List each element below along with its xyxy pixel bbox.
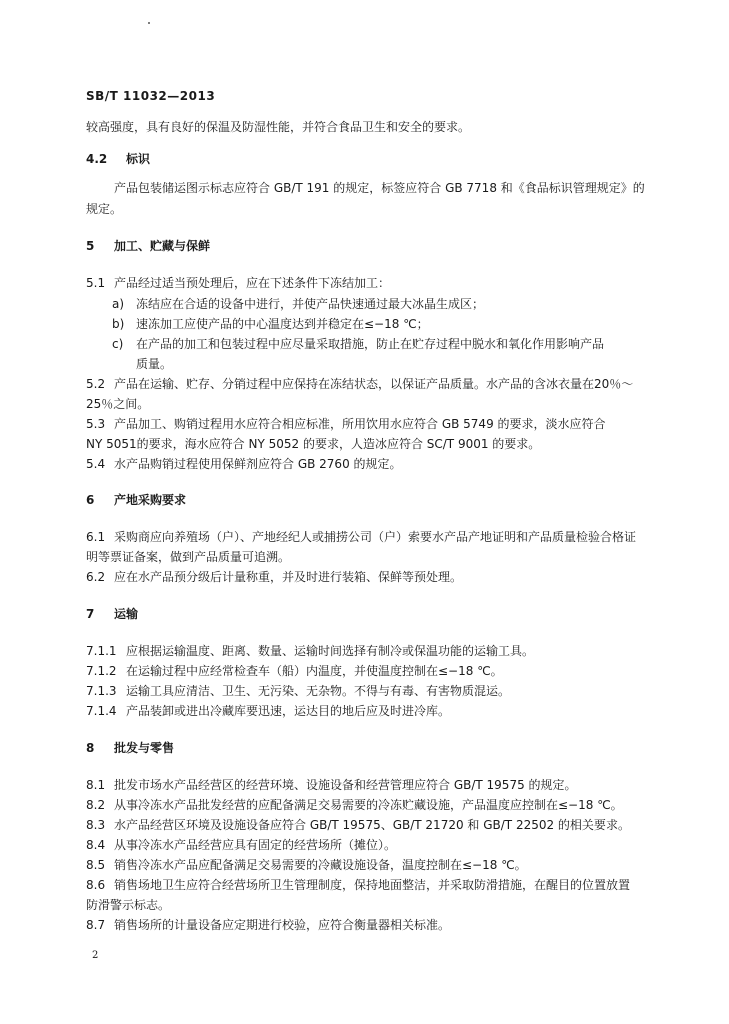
clause-number: 8.5 [86, 858, 106, 872]
section-5-heading [86, 238, 658, 254]
clause-number: 6.1 [86, 530, 106, 544]
clause-text: 水产品经营区环境及设施设备应符合 GB/T 19575、GB/T 21720 和 GB/T 22502 的相关要求。 [114, 818, 630, 832]
clause-7-1-2 [86, 663, 658, 679]
clause-text: 销售场地卫生应符合经营场所卫生管理制度，保持地面整洁，并采取防滑措施，在醒目的位置放置 [114, 878, 631, 892]
clause-5-1 [86, 275, 658, 291]
section-title: 标识 [126, 152, 151, 166]
clause-6-2 [86, 569, 658, 585]
clause-text: 应在水产品预分级后计量称重，并及时进行装箱、保鲜等预处理。 [114, 570, 463, 584]
section-number: 5 [86, 239, 95, 253]
section-title: 运输 [114, 607, 139, 621]
clause-text: 从事冷冻水产品经营应具有固定的经营场所（摊位）。 [114, 838, 397, 852]
clause-8-7 [86, 917, 658, 933]
clause-number: 7.1.3 [86, 684, 117, 698]
clause-text: 产品在运输、贮存、分销过程中应保持在冻结状态，以保证产品质量。水产品的含冰衣量在20％～ [114, 377, 634, 391]
clause-continuation: 防滑警示标志。 [86, 898, 171, 912]
clause-number: 5.1 [86, 276, 106, 290]
clause-8-5 [86, 857, 658, 873]
clause-text: 采购商应向养殖场（户）、产地经纪人或捕捞公司（户）索要水产品产地证明和产品质量检验合格证 [114, 530, 637, 544]
list-text: 在产品的加工和包装过程中应尽量采取措施，防止在贮存过程中脱水和氧化作用影响产品 [136, 337, 605, 351]
clause-number: 7.1.2 [86, 664, 117, 678]
clause-8-1 [86, 777, 658, 793]
section-4-2-heading [86, 151, 658, 167]
section-number: 6 [86, 493, 95, 507]
clause-number: 5.3 [86, 417, 106, 431]
clause-number: 8.3 [86, 818, 106, 832]
clause-5-3 [86, 416, 658, 432]
paragraph-continuation: 较高强度，具有良好的保温及防湿性能，并符合食品卫生和安全的要求。 [86, 120, 471, 134]
clause-text: 产品装卸或进出冷藏库要迅速，运达目的地后应及时进冷库。 [126, 704, 451, 718]
clause-number: 5.4 [86, 457, 106, 471]
section-title: 加工、贮藏与保鲜 [114, 239, 211, 253]
clause-number: 6.2 [86, 570, 106, 584]
section-number: 7 [86, 607, 95, 621]
clause-text: 从事冷冻水产品批发经营的应配备满足交易需要的冷冻贮藏设施，产品温度应控制在≤−18 ℃。 [114, 798, 623, 812]
doc-header-id: SB/T 11032—2013 [86, 89, 216, 103]
clause-number: 7.1.4 [86, 704, 117, 718]
clause-text: 运输工具应清洁、卫生、无污染、无杂物。不得与有毒、有害物质混运。 [126, 684, 511, 698]
clause-number: 8.6 [86, 878, 106, 892]
clause-7-1-4 [86, 703, 658, 719]
list-item [112, 336, 604, 352]
list-marker: c) [112, 337, 124, 351]
section-number: 4.2 [86, 152, 108, 166]
clause-text: 销售场所的计量设备应定期进行校验，应符合衡量器相关标准。 [114, 918, 451, 932]
clause-text: 产品经过适当预处理后，应在下述条件下冻结加工： [114, 276, 391, 290]
clause-7-1-3 [86, 683, 658, 699]
clause-number: 8.7 [86, 918, 106, 932]
clause-8-3 [86, 817, 658, 833]
clause-text: 批发市场水产品经营区的经营环境、设施设备和经营管理应符合 GB/T 19575 的规定。 [114, 778, 577, 792]
section-title: 批发与零售 [114, 741, 175, 755]
clause-continuation: NY 5051的要求，海水应符合 NY 5052 的要求，人造冰应符合 SC/T 9001 的要求。 [86, 437, 541, 451]
clause-continuation: 25％之间。 [86, 397, 150, 411]
page-number: 2 [92, 950, 99, 961]
clause-continuation: 明等票证备案，做到产品质量可追溯。 [86, 550, 291, 564]
list-item [112, 316, 429, 332]
section-number: 8 [86, 741, 95, 755]
list-item-continuation: 质量。 [136, 357, 173, 371]
section-6-heading [86, 492, 658, 508]
section-8-heading [86, 740, 658, 756]
clause-text: 产品加工、购销过程用水应符合相应标准，所用饮用水应符合 GB 5749 的要求，淡水应符合 [114, 417, 606, 431]
clause-text: 在运输过程中应经常检查车（船）内温度，并使温度控制在≤−18 ℃。 [126, 664, 503, 678]
clause-8-2 [86, 797, 658, 813]
clause-text: 销售冷冻水产品应配备满足交易需要的冷藏设施设备，温度控制在≤−18 ℃。 [114, 858, 527, 872]
list-marker: a) [112, 297, 125, 311]
clause-number: 8.1 [86, 778, 106, 792]
list-text: 速冻加工应使产品的中心温度达到并稳定在≤−18 ℃； [136, 317, 429, 331]
clause-number: 8.2 [86, 798, 106, 812]
clause-text: 应根据运输温度、距离、数量、运输时间选择有制冷或保温功能的运输工具。 [126, 644, 535, 658]
clause-number: 7.1.1 [86, 644, 117, 658]
scan-speck [148, 22, 150, 24]
clause-7-1-1 [86, 643, 658, 659]
clause-6-1 [86, 529, 658, 545]
clause-5-4 [86, 456, 658, 472]
clause-text: 水产品购销过程使用保鲜剂应符合 GB 2760 的规定。 [114, 457, 402, 471]
section-7-heading [86, 606, 658, 622]
clause-5-2 [86, 376, 658, 392]
paragraph: 规定。 [86, 202, 123, 216]
section-title: 产地采购要求 [114, 493, 187, 507]
clause-8-6 [86, 877, 658, 893]
list-item [112, 296, 484, 312]
list-marker: b) [112, 317, 125, 331]
clause-number: 8.4 [86, 838, 106, 852]
list-text: 冻结应在合适的设备中进行，并使产品快速通过最大冰晶生成区； [136, 297, 485, 311]
clause-number: 5.2 [86, 377, 106, 391]
paragraph: 产品包装储运图示标志应符合 GB/T 191 的规定，标签应符合 GB 7718 和《食品标识管理规定》的 [114, 181, 645, 195]
clause-8-4 [86, 837, 658, 853]
